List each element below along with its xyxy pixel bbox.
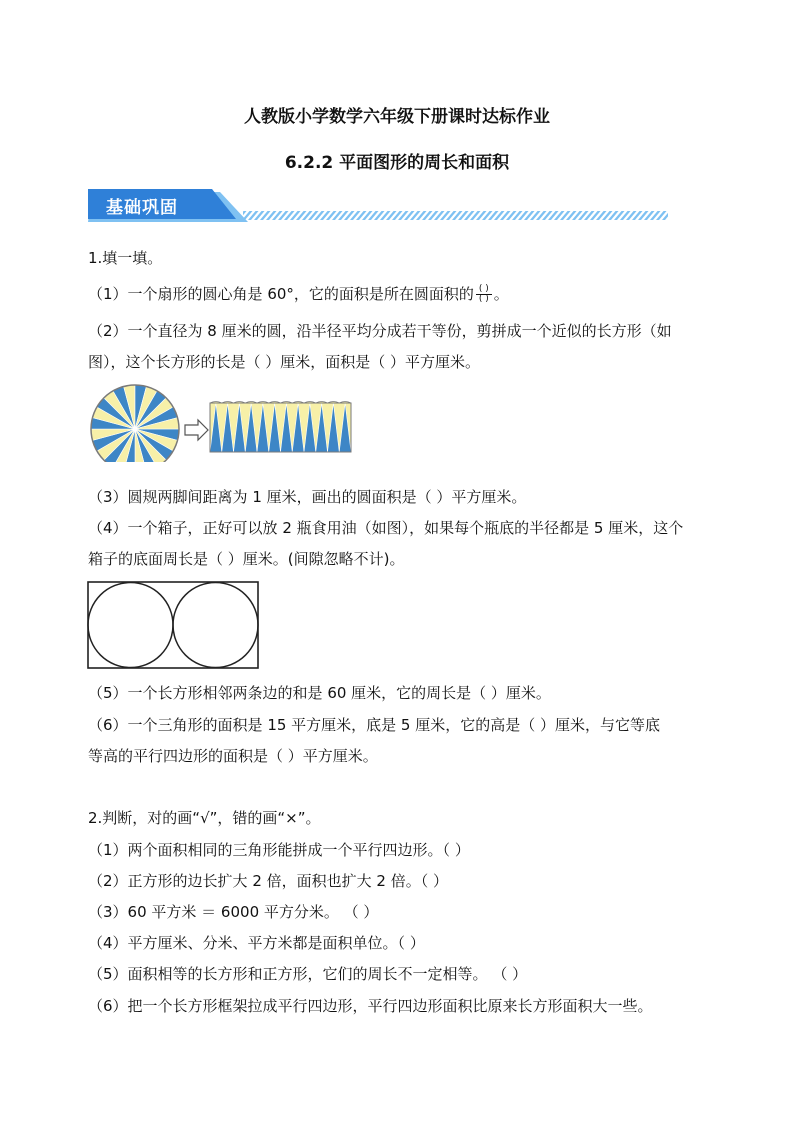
q1-item-2-line-2: 图），这个长方形的长是（ ）厘米，面积是（ ）平方厘米。	[88, 353, 481, 371]
q2-heading: 2.判断，对的画“√”，错的画“×”。	[88, 809, 321, 827]
fraction-blank[interactable]	[476, 285, 492, 304]
box-two-bottles-figure	[86, 580, 262, 672]
q1-item-4-line-2: 箱子的底面周长是（ ）厘米。(间隙忽略不计)。	[88, 550, 405, 568]
section-banner-label: 基础巩固	[106, 198, 178, 218]
fraction-denominator: ( )	[478, 294, 489, 304]
q2-item-6: （6）把一个长方形框架拉成平行四边形，平行四边形面积比原来长方形面积大一些。	[88, 997, 653, 1015]
q1-heading: 1.填一填。	[88, 249, 163, 267]
circle-to-rectangle-figure	[88, 382, 358, 462]
fraction-numerator: ( )	[476, 285, 492, 295]
banner-hatch-stripe	[243, 211, 668, 220]
q1-item-6-line-1: （6）一个三角形的面积是 15 平方厘米，底是 5 厘米，它的高是（ ）厘米，与它等底	[88, 716, 661, 734]
page-subtitle: 6.2.2 平面图形的周长和面积	[284, 153, 510, 173]
rearranged-rectangle	[210, 402, 351, 453]
q1-item-1	[88, 284, 509, 304]
q2-item-3: （3）60 平方米 ＝ 6000 平方分米。 （ ）	[88, 903, 379, 921]
q2-item-2: （2）正方形的边长扩大 2 倍，面积也扩大 2 倍。（ ）	[88, 872, 448, 890]
q1-item-1-text: （1）一个扇形的圆心角是 60°，它的面积是所在圆面积的	[88, 285, 474, 303]
q1-item-4-line-1: （4）一个箱子，正好可以放 2 瓶食用油（如图），如果每个瓶底的半径都是 5 厘米，这个	[88, 519, 684, 537]
q1-item-1-end: 。	[493, 285, 509, 303]
q1-item-2-line-1: （2）一个直径为 8 厘米的圆，沿半径平均分成若干等份，剪拼成一个近似的长方形（如	[88, 322, 672, 340]
q2-item-5: （5）面积相等的长方形和正方形，它们的周长不一定相等。 （ ）	[88, 965, 528, 983]
page-title: 人教版小学数学六年级下册课时达标作业	[244, 107, 550, 127]
q1-item-6-line-2: 等高的平行四边形的面积是（ ）平方厘米。	[88, 747, 378, 765]
section-banner	[88, 189, 670, 223]
q2-item-4: （4）平方厘米、分米、平方米都是面积单位。（ ）	[88, 934, 425, 952]
q1-item-5: （5）一个长方形相邻两条边的和是 60 厘米，它的周长是（ ）厘米。	[88, 684, 551, 702]
right-arrow-icon	[185, 420, 208, 440]
q2-item-1: （1）两个面积相同的三角形能拼成一个平行四边形。（ ）	[88, 841, 470, 859]
q1-item-3: （3）圆规两脚间距离为 1 厘米，画出的圆面积是（ ）平方厘米。	[88, 488, 527, 506]
